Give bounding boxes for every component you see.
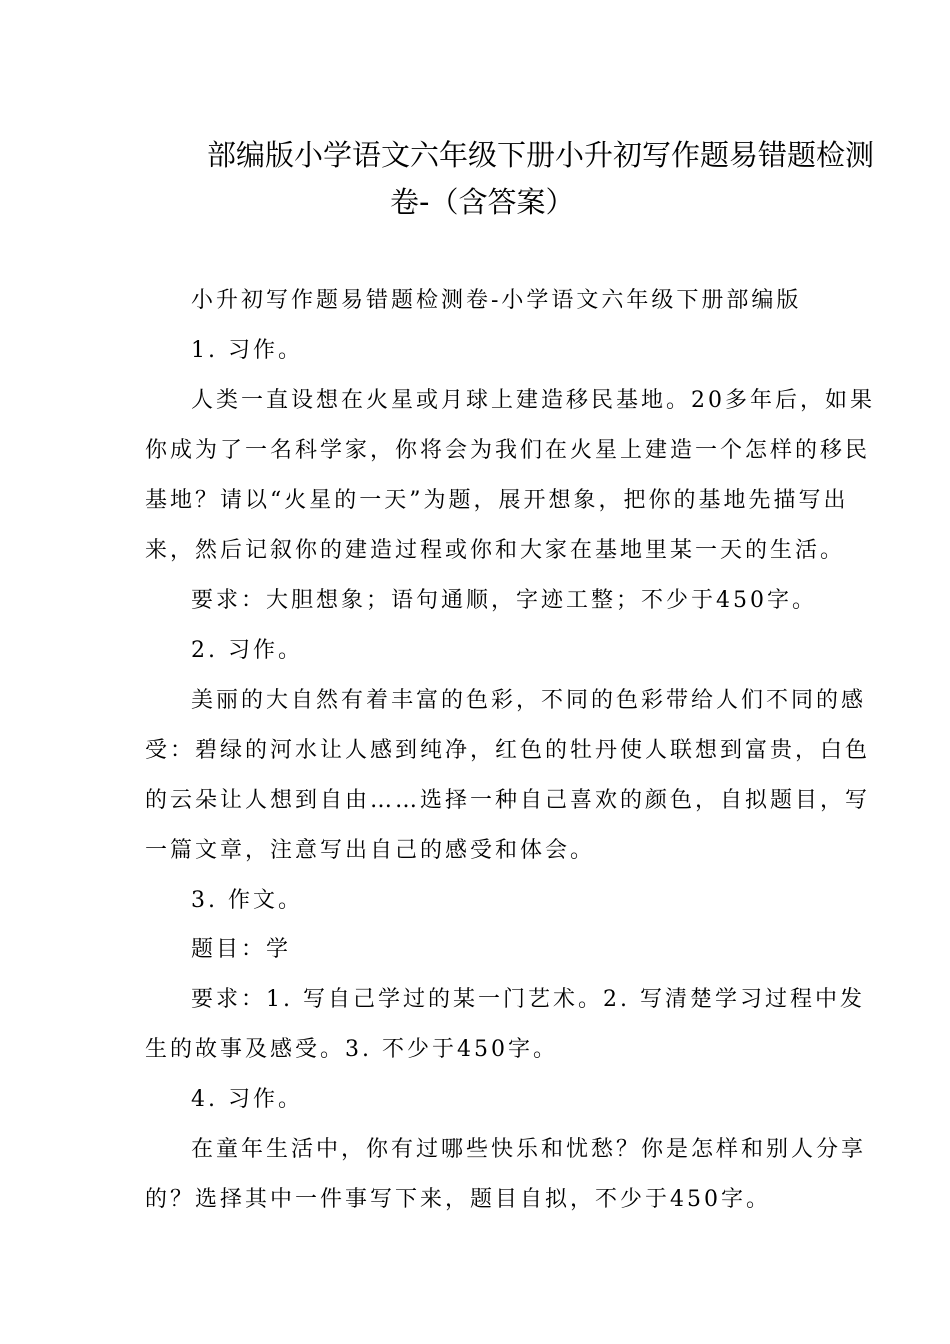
question-4-text-line-1: 在童年生活中，你有过哪些快乐和忧愁？你是怎样和别人分享	[191, 1137, 867, 1162]
question-4-heading: 4. 习作。	[191, 1087, 303, 1112]
question-2-text-line-3: 的云朵让人想到自由……选择一种自己喜欢的颜色，自拟题目，写	[145, 788, 871, 813]
question-4-text-line-2: 的？选择其中一件事写下来，题目自拟，不少于450字。	[145, 1187, 771, 1212]
question-1-heading: 1. 习作。	[191, 338, 303, 363]
question-1-text-line-4: 来，然后记叙你的建造过程或你和大家在基地里某一天的生活。	[145, 538, 846, 563]
question-2-text-line-2: 受：碧绿的河水让人感到纯净，红色的牡丹使人联想到富贵，白色	[145, 738, 871, 763]
question-3-requirement-line-1: 要求：1. 写自己学过的某一门艺术。2. 写清楚学习过程中发	[191, 987, 865, 1012]
subtitle-line: 小升初写作题易错题检测卷-小学语文六年级下册部编版	[191, 288, 802, 313]
question-1-text-line-1: 人类一直设想在火星或月球上建造移民基地。20多年后，如果	[191, 388, 875, 413]
question-3-requirement-line-2: 生的故事及感受。3. 不少于450字。	[145, 1037, 558, 1062]
question-2-text-line-1: 美丽的大自然有着丰富的色彩，不同的色彩带给人们不同的感	[191, 688, 867, 713]
document-title-line-1: 部编版小学语文六年级下册小升初写作题易错题检测	[207, 138, 875, 172]
question-1-text-line-2: 你成为了一名科学家，你将会为我们在火星上建造一个怎样的移民	[145, 438, 871, 463]
question-3-heading: 3. 作文。	[191, 888, 303, 913]
document-title-line-2: 卷-（含答案）	[390, 185, 575, 219]
question-2-heading: 2. 习作。	[191, 638, 303, 663]
question-1-requirement: 要求：大胆想象；语句通顺，字迹工整；不少于450字。	[191, 588, 817, 613]
question-3-topic: 题目：学	[191, 937, 292, 962]
question-2-text-line-4: 一篇文章，注意写出自己的感受和体会。	[145, 838, 596, 863]
question-1-text-line-3: 基地？请以“火星的一天”为题，展开想象，把你的基地先描写出	[145, 488, 849, 513]
